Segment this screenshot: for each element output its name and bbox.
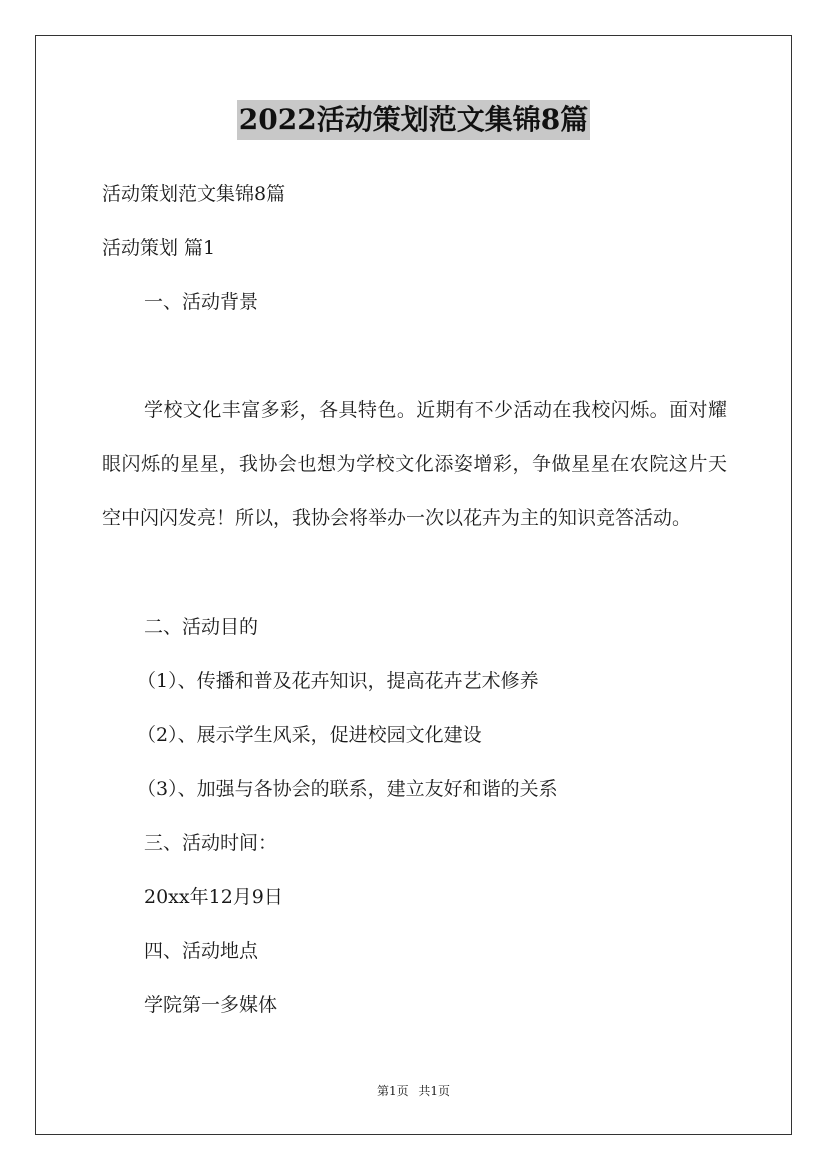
title-container xyxy=(0,100,827,140)
section-heading: 活动策划 篇1 xyxy=(102,237,216,259)
page-number-total: 共1页 xyxy=(418,1084,451,1098)
heading-background: 一、活动背景 xyxy=(144,291,259,313)
purpose-item-3: （3）、加强与各协会的联系，建立友好和谐的关系 xyxy=(137,778,558,800)
purpose-item-2: （2）、展示学生风采，促进校园文化建设 xyxy=(137,724,482,746)
event-location: 学院第一多媒体 xyxy=(144,994,278,1016)
document-subtitle: 活动策划范文集锦8篇 xyxy=(102,183,286,205)
page-number-current: 第1页 xyxy=(376,1084,409,1098)
document-title: 2022活动策划范文集锦8篇 xyxy=(237,100,590,140)
heading-location: 四、活动地点 xyxy=(144,940,259,962)
purpose-item-1: （1）、传播和普及花卉知识，提高花卉艺术修养 xyxy=(137,670,539,692)
event-date: 20xx年12月9日 xyxy=(144,886,283,908)
page-footer xyxy=(0,1082,827,1099)
heading-time: 三、活动时间： xyxy=(144,832,278,854)
heading-purpose: 二、活动目的 xyxy=(144,616,259,638)
background-paragraph: 学校文化丰富多彩，各具特色。近期有不少活动在我校闪烁。面对耀眼闪烁的星星，我协会也想为学校文化添姿增彩，争做星星在农院这片天空中闪闪发亮！所以，我协会将举办一次以花卉为主的知识竞答活动。 xyxy=(102,399,727,529)
